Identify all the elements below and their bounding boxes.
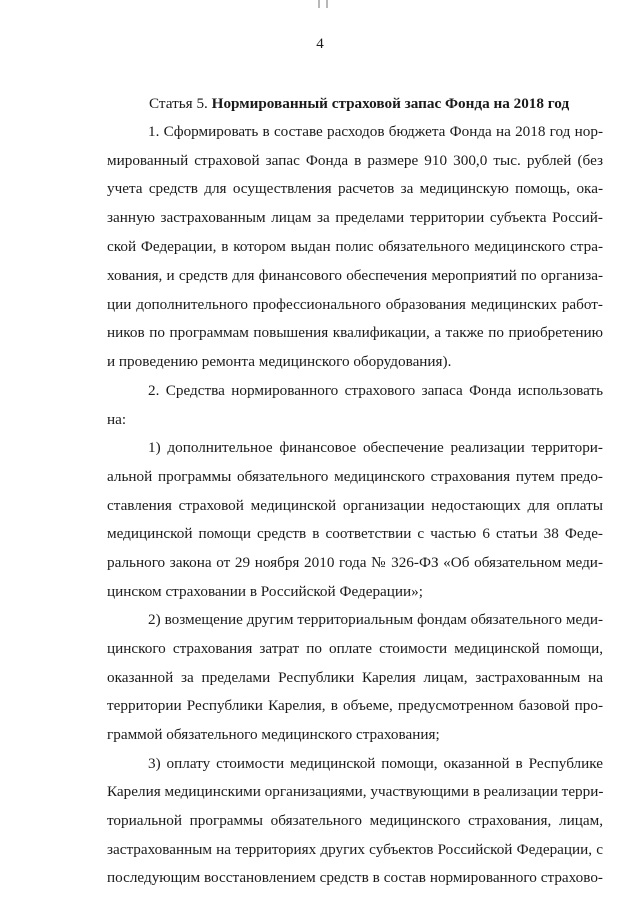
text-line: учета средств для осуществления расчетов за медицинскую помощь, ока- (107, 180, 603, 197)
text-line: занную застрахованным лицам за пределами территории субъекта Россий- (107, 209, 603, 226)
text-line: на: (107, 411, 127, 428)
text-line: ставления страховой медицинской организации недостающих для оплаты (107, 497, 603, 514)
article-title: Нормированный страховой запас Фонда на 2018 год (211, 95, 570, 112)
text-line: ников по программам повышения квалификации, а также по приобретению (107, 324, 603, 341)
text-line: территории Республики Карелия, в объеме, предусмотренном базовой про- (107, 697, 603, 714)
page-number: 4 (316, 36, 324, 52)
text-line: ции дополнительного профессионального образования медицинских работ- (107, 296, 603, 313)
text-line: последующим восстановлением средств в состав нормированного страхово- (107, 869, 603, 886)
text-line: застрахованным на территориях других субъектов Российской Федерации, с (107, 841, 603, 858)
text-line: цинского страхования затрат по оплате стоимости медицинской помощи, (107, 640, 603, 657)
article-prefix: Статья 5. (149, 95, 212, 112)
text-line: хования, и средств для финансового обеспечения мероприятий по организа- (107, 267, 603, 284)
text-line: 2. Средства нормированного страхового запаса Фонда использовать (148, 382, 603, 399)
text-line: альной программы обязательного медицинского страхования путем предо- (107, 468, 603, 485)
text-line: рального закона от 29 ноября 2010 года № 326-ФЗ «Об обязательном меди- (107, 554, 603, 571)
text-line: ториальной программы обязательного медицинского страхования, лицам, (107, 812, 603, 829)
text-line: 1) дополнительное финансовое обеспечение реализации территори- (148, 439, 603, 456)
text-line: Карелия медицинскими организациями, участвующими в реализации терри- (107, 783, 604, 800)
article-heading (149, 94, 569, 114)
text-line: и проведению ремонта медицинского оборудования). (107, 353, 452, 370)
text-line: мированный страховой запас Фонда в размере 910 300,0 тыс. рублей (без (107, 152, 603, 169)
text-line: 1. Сформировать в составе расходов бюджета Фонда на 2018 год нор- (148, 123, 603, 140)
text-line: оказанной за пределами Республики Карелия лицам, застрахованным на (107, 669, 603, 686)
scan-mark (318, 0, 320, 8)
text-line: граммой обязательного медицинского страхования; (107, 726, 440, 743)
text-line: медицинской помощи средств в соответствии с частью 6 статьи 38 Феде- (107, 525, 603, 542)
text-line: ской Федерации, в котором выдан полис обязательного медицинского стра- (107, 238, 603, 255)
text-line: цинском страховании в Российской Федерации»; (107, 583, 423, 600)
text-line: 2) возмещение другим территориальным фондам обязательного меди- (148, 611, 603, 628)
text-line: 3) оплату стоимости медицинской помощи, оказанной в Республике (148, 755, 603, 772)
scan-mark (326, 0, 328, 8)
